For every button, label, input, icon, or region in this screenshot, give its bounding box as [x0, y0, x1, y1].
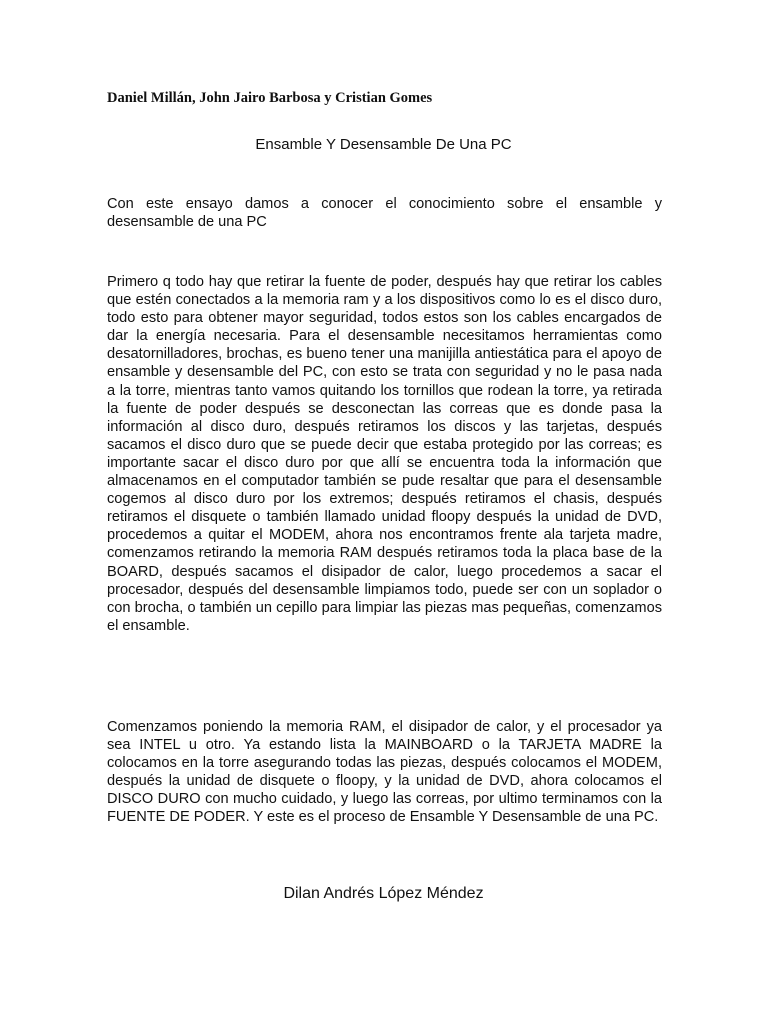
document-signature: Dilan Andrés López Méndez [283, 885, 484, 902]
paragraph-intro: Con este ensayo damos a conocer el conocimiento sobre el ensamble y desensamble de una PC [107, 196, 662, 231]
paragraph-disassembly: Primero q todo hay que retirar la fuente de poder, después hay que retirar los cables que estén conectados a la memoria ram y a los dispositivos como lo es el disco duro, todo esto para obtener mayor seguridad, todos estos son los cables encargados de dar la energía necesaria. Para el desensamble necesitamos herramientas como desatornilladores, brochas, es bueno tener una manijilla antiestática para el apoyo de ensamble y desensamble del PC, con esto se trata con seguridad y no le pasa nada a la torre, mientras tanto vamos quitando los tornillos que rodean la torre, ya retirada la fuente de poder después se desconectan las correas que es donde pasa la información al disco duro, después retiramos los discos y las tarjetas, después sacamos el disco duro que se puede decir que estaba protegido por las correas; es importante sacar el disco duro por que allí se encuentra toda la información que almacenamos en el computador también se pude resaltar que para el desensamble cogemos al disco duro por los extremos; después retiramos el chasis, después retiramos el disquete o también llamado unidad floopy después la unidad de DVD, procedemos a quitar el MODEM, ahora nos encontramos frente ala tarjeta madre, comenzamos retirando la memoria RAM después retiramos toda la placa base de la BOARD, después sacamos el disipador de calor, luego procedemos a sacar el procesador, después del desensamble limpiamos todo, puede ser con un soplador o con brocha, o también un cepillo para limpiar las piezas mas pequeñas, comenzamos el ensamble. [107, 274, 662, 634]
document-title: Ensamble Y Desensamble De Una PC [255, 136, 512, 153]
paragraph-assembly: Comenzamos poniendo la memoria RAM, el disipador de calor, y el procesador ya sea INTEL u otro. Ya estando lista la MAINBOARD o la TARJETA MADRE la colocamos en la torre asegurando todas las piezas, después colocamos el MODEM, después la unidad de disquete o floopy, y la unidad de DVD, ahora colocamos el DISCO DURO con mucho cuidado, y luego las correas, por ultimo terminamos con la FUENTE DE PODER. Y este es el proceso de Ensamble Y Desensamble de una PC. [107, 719, 662, 826]
document-authors: Daniel Millán, John Jairo Barbosa y Cristian Gomes [107, 90, 433, 106]
